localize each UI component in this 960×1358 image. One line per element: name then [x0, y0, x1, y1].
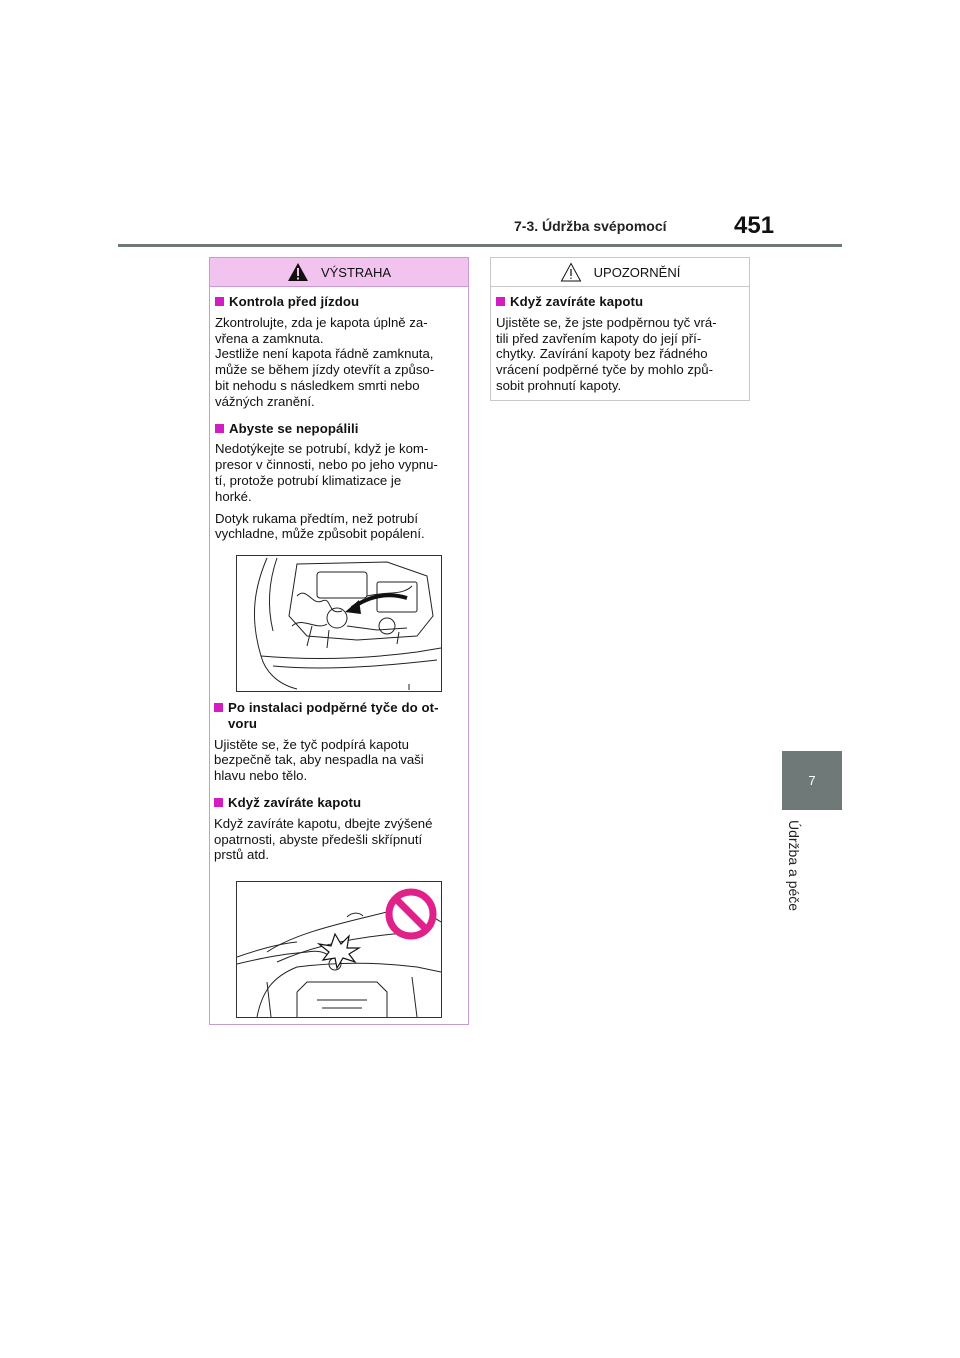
bullet-square-icon	[214, 798, 223, 807]
page-number: 451	[734, 212, 775, 239]
warning-section-title: Kontrola před jízdou	[215, 294, 463, 310]
bullet-square-icon	[496, 297, 505, 306]
chapter-number: 7	[808, 773, 816, 788]
bullet-square-icon	[214, 703, 223, 712]
caution-paragraph: Ujistěte se, že jste podpěrnou tyč vrá- tili před zavřením kapoty do její pří- chytky. Zavírání kapoty bez řádného vrácení podpěrné tyče by mohlo způ- sobit prohnutí kapoty.	[496, 314, 717, 393]
warning-paragraph: Zkontrolujte, zda je kapota úplně za- vřena a zamknuta. Jestliže není kapota řádně zamknuta, může se během jízdy otevřít a způso- bit nehodu s následkem smrti nebo vážných zranění.	[215, 314, 435, 409]
chapter-tab	[782, 751, 842, 810]
caution-content	[491, 287, 749, 394]
hood-closing-figure	[236, 881, 442, 1018]
warning-paragraph: Když zavíráte kapotu, dbejte zvýšené opatrnosti, abyste předešli skřípnutí prstů atd.	[214, 815, 433, 863]
section-title: 7-3. Údržba svépomocí	[514, 218, 667, 234]
warning-section-title: Když zavíráte kapotu	[214, 795, 464, 811]
chapter-label-text: Údržba a péče	[786, 820, 802, 912]
warning-section-title: Abyste se nepopálili	[215, 421, 463, 437]
caution-section-title: Když zavíráte kapotu	[496, 294, 744, 310]
caution-box	[490, 257, 750, 401]
warning-content-continued	[209, 700, 469, 863]
header-rule	[118, 244, 842, 247]
bullet-square-icon	[215, 424, 224, 433]
chapter-label	[780, 820, 810, 930]
warning-header	[210, 258, 468, 287]
warning-paragraph: Ujistěte se, že tyč podpírá kapotu bezpečně tak, aby nespadla na vaši hlavu nebo tělo.	[214, 736, 424, 784]
engine-bay-illustration	[237, 556, 441, 691]
engine-bay-figure	[236, 555, 442, 692]
bullet-square-icon	[215, 297, 224, 306]
warning-section-title: Po instalaci podpěrné tyče do ot- voru	[214, 700, 464, 732]
warning-content	[210, 287, 468, 542]
warning-paragraph: Dotyk rukama předtím, než potrubí vychladne, může způsobit popálení.	[215, 510, 425, 542]
warning-title: VÝSTRAHA	[320, 264, 392, 280]
warning-triangle-icon	[287, 262, 309, 282]
caution-title: UPOZORNĚNÍ	[593, 264, 681, 280]
caution-header	[491, 258, 749, 287]
warning-paragraph: Nedotýkejte se potrubí, když je kom- presor v činnosti, nebo po jeho vypnu- tí, protože potrubí klimatizace je horké.	[215, 441, 438, 504]
caution-triangle-icon	[560, 262, 582, 282]
hood-pinch-prohibited-illustration	[237, 882, 441, 1017]
